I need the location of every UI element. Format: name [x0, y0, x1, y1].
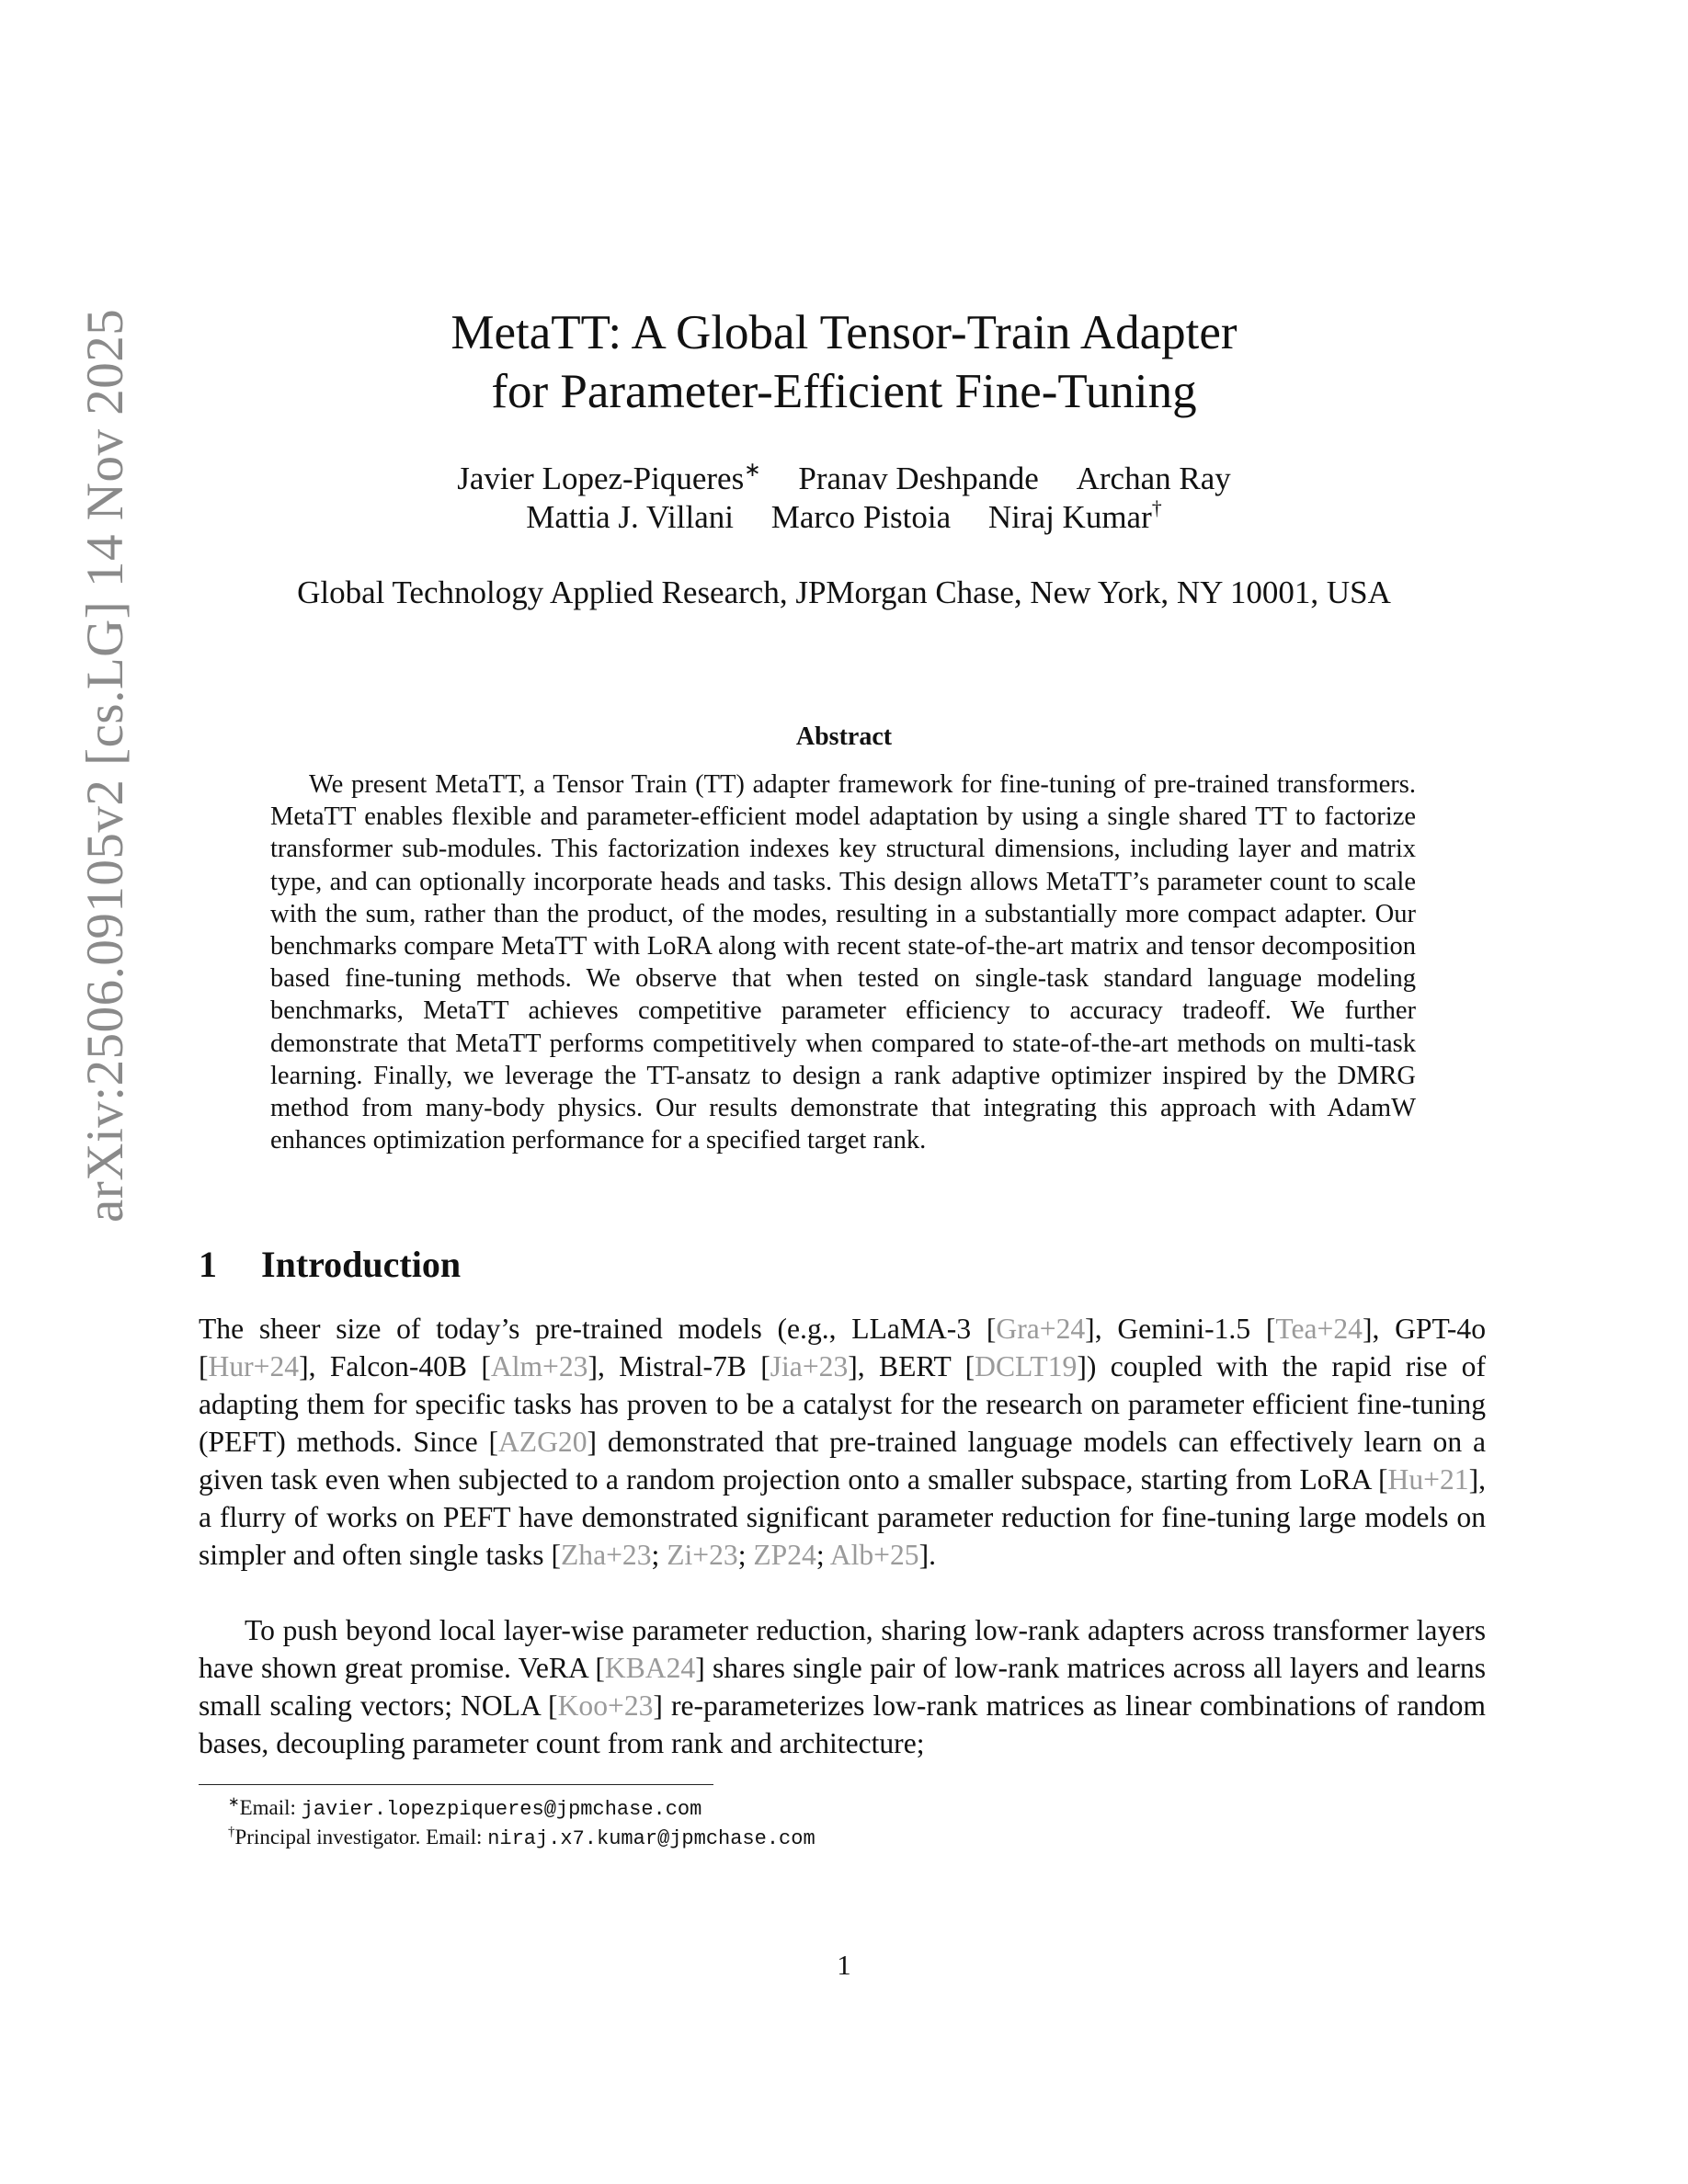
- citation-link[interactable]: KBA24: [604, 1652, 696, 1684]
- citation-link[interactable]: Zha+23: [560, 1539, 652, 1571]
- affiliation: Global Technology Applied Research, JPMorgan Chase, New York, NY 10001, USA: [297, 574, 1391, 610]
- author: Archan Ray: [1076, 461, 1231, 496]
- title-line-2: for Parameter-Efficient Fine-Tuning: [491, 365, 1197, 418]
- citation-link[interactable]: Alm+23: [490, 1350, 588, 1382]
- citation-link[interactable]: Hu+21: [1387, 1463, 1469, 1496]
- intro-paragraph-2: To push beyond local layer-wise parameter reduction, sharing low-rank adapters across transformer layers have shown great promise. VeRA [KBA24] shares single pair of low-rank matrices across all layers and learns small scaling vectors; NOLA [Koo+23] re-parameterizes low-rank matrices as linear combinations of random bases, decoupling parameter count from rank and architecture;: [199, 1614, 1486, 1759]
- section-title: Introduction: [261, 1244, 462, 1285]
- title-line-1: MetaTT: A Global Tensor-Train Adapter: [451, 306, 1237, 359]
- citation-link[interactable]: Koo+23: [557, 1689, 654, 1722]
- author: Marco Pistoia: [770, 499, 952, 535]
- citation-link[interactable]: Gra+24: [996, 1313, 1086, 1345]
- footnote-2: †Principal investigator. Email: niraj.x7.kumar@jpmchase.com: [228, 1825, 815, 1850]
- abstract-text: We present MetaTT, a Tensor Train (TT) adapter framework for fine-tuning of pre-trained transformers. MetaTT enables flexible and parameter-efficient model adaptation by using a single shared TT to factorize transformer sub-modules. This factorization indexes key structural dimensions, including layer and matrix type, and can optionally incorporate heads and tasks. This design allows MetaTT’s parameter count to scale with the sum, rather than the product, of the modes, resulting in a substantially more compact adapter. Our benchmarks compare MetaTT with LoRA along with recent state-of-the-art matrix and tensor decomposition based fine-tuning methods. We observe that when tested on single-task standard language modeling benchmarks, MetaTT achieves competitive parameter efficiency to accuracy tradeoff. We further demonstrate that MetaTT performs competitively when compared to state-of-the-art methods on multi-task learning. Finally, we leverage the TT-ansatz to design a rank adaptive optimizer inspired by the DMRG method from many-body physics. Our results demonstrate that integrating this approach with AdamW enhances optimization performance for a specified target rank.: [270, 770, 1416, 1155]
- paper-title: [0, 303, 1688, 421]
- intro-paragraph-1: The sheer size of today’s pre-trained models (e.g., LLaMA-3 [Gra+24], Gemini-1.5 [Tea+24], GPT-4o [Hur+24], Falcon-40B [Alm+23], Mistral-7B [Jia+23], BERT [DCLT19]) coupled with the rapid rise of adapting them for specific tasks has proven to be a catalyst for the research on parameter efficient fine-tuning (PEFT) methods. Since [AZG20] demonstrated that pre-trained language models can effectively learn on a given task even when subjected to a random projection onto a smaller subspace, starting from LoRA [Hu+21], a flurry of works on PEFT have demonstrated significant parameter reduction for fine-tuning large models on simpler and often single tasks [Zha+23; Zi+23; ZP24; Alb+25].: [199, 1313, 1486, 1571]
- citation-link[interactable]: Jia+23: [770, 1350, 849, 1382]
- citation-link[interactable]: Alb+25: [829, 1539, 919, 1571]
- footnote-rule: [199, 1784, 713, 1785]
- citation-link[interactable]: DCLT19: [975, 1350, 1078, 1382]
- author: Javier Lopez-Piqueres∗: [457, 458, 761, 496]
- citation-link[interactable]: ZP24: [753, 1539, 816, 1571]
- arxiv-identifier[interactable]: arXiv:2506.09105v2 [cs.LG] 14 Nov 2025: [76, 308, 134, 1223]
- page-number: 1: [837, 1949, 851, 1981]
- email-link[interactable]: javier.lopezpiqueres@jpmchase.com: [301, 1798, 702, 1821]
- author-list: [0, 460, 1688, 537]
- author: Mattia J. Villani: [526, 499, 734, 535]
- abstract-heading: Abstract: [795, 722, 893, 751]
- author-row-2: [0, 498, 1688, 537]
- citation-link[interactable]: Tea+24: [1275, 1313, 1363, 1345]
- author: Niraj Kumar†: [987, 496, 1162, 535]
- section-number: 1: [199, 1244, 217, 1285]
- author-row-1: [0, 460, 1688, 498]
- footnote-1: ∗Email: javier.lopezpiqueres@jpmchase.com: [228, 1795, 702, 1821]
- citation-link[interactable]: Hur+24: [208, 1350, 300, 1382]
- section-heading-introduction: [199, 1243, 461, 1286]
- citation-link[interactable]: Zi+23: [667, 1539, 738, 1571]
- email-link[interactable]: niraj.x7.kumar@jpmchase.com: [487, 1827, 815, 1850]
- citation-link[interactable]: AZG20: [497, 1426, 587, 1458]
- author: Pranav Deshpande: [798, 461, 1039, 496]
